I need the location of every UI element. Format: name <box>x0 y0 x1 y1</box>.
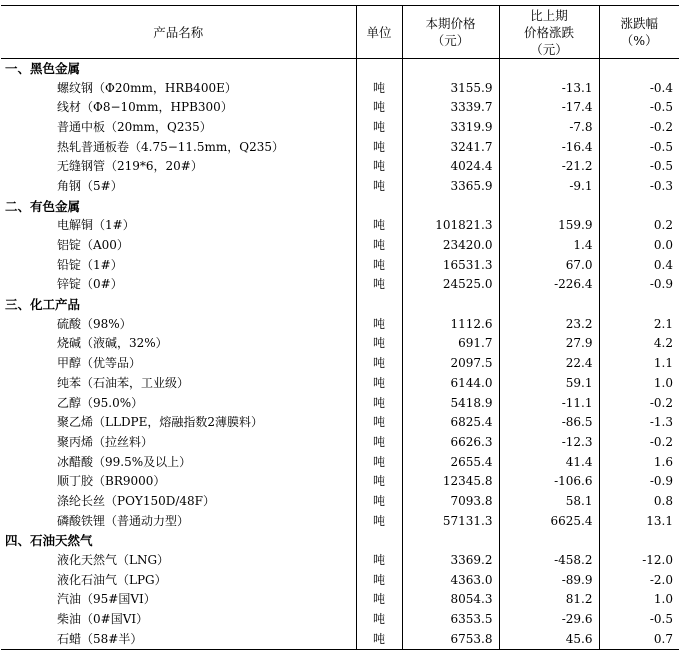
table-row <box>1 393 679 413</box>
pct-cell: 4.2 <box>599 334 679 354</box>
section-row <box>1 531 679 551</box>
unit-cell: 吨 <box>356 492 402 512</box>
unit-cell: 吨 <box>356 570 402 590</box>
table-row <box>1 610 679 630</box>
pct-cell: 0.8 <box>599 492 679 512</box>
pct-cell <box>599 59 679 79</box>
change-cell: 27.9 <box>499 334 599 354</box>
pct-cell: -12.0 <box>599 551 679 571</box>
unit-cell: 吨 <box>356 177 402 197</box>
unit-cell <box>356 59 402 79</box>
product-name-cell: 铝锭（A00） <box>57 238 129 253</box>
table-row <box>1 118 679 138</box>
unit-cell: 吨 <box>356 236 402 256</box>
price-cell: 57131.3 <box>402 511 499 531</box>
price-cell: 16531.3 <box>402 255 499 275</box>
table-row <box>1 590 679 610</box>
unit-cell: 吨 <box>356 157 402 177</box>
unit-cell: 吨 <box>356 78 402 98</box>
price-cell <box>402 59 499 79</box>
pct-cell: 0.0 <box>599 236 679 256</box>
price-cell <box>402 295 499 315</box>
header-price: 本期价格 （元） <box>402 6 499 59</box>
price-cell: 23420.0 <box>402 236 499 256</box>
product-name-cell: 电解铜（1#） <box>57 218 135 233</box>
table-row <box>1 511 679 531</box>
product-name-cell: 螺纹钢（Φ20mm，HRB400E） <box>57 80 237 95</box>
change-cell: 6625.4 <box>499 511 599 531</box>
price-cell: 12345.8 <box>402 472 499 492</box>
pct-cell: -0.5 <box>599 137 679 157</box>
pct-cell: 0.2 <box>599 216 679 236</box>
unit-cell: 吨 <box>356 629 402 649</box>
table-row <box>1 216 679 236</box>
product-name-cell: 石蜡（58#半） <box>1 629 356 649</box>
price-cell: 3319.9 <box>402 118 499 138</box>
product-name-cell: 硫酸（98%） <box>57 316 132 331</box>
product-name-cell: 冰醋酸（99.5%及以上） <box>57 454 192 469</box>
product-name-cell: 普通中板（20mm，Q235） <box>57 119 212 134</box>
change-cell <box>499 196 599 216</box>
pct-cell: 2.1 <box>599 314 679 334</box>
price-cell: 2097.5 <box>402 354 499 374</box>
product-name-cell: 汽油（95#国VI） <box>57 592 156 607</box>
section-title: 二、有色金属 <box>5 198 81 214</box>
pct-cell <box>599 196 679 216</box>
table-row <box>1 137 679 157</box>
product-name-cell: 烧碱（液碱，32%） <box>57 336 168 351</box>
table-row <box>1 570 679 590</box>
price-cell: 7093.8 <box>402 492 499 512</box>
price-cell <box>402 196 499 216</box>
price-cell: 3155.9 <box>402 78 499 98</box>
pct-cell: 1.6 <box>599 452 679 472</box>
product-name-cell: 涤纶长丝（POY150D/48F） <box>57 493 215 508</box>
price-cell: 4024.4 <box>402 157 499 177</box>
product-name-cell: 乙醇（95.0%） <box>57 395 144 410</box>
pct-cell: -2.0 <box>599 570 679 590</box>
price-cell: 6753.8 <box>402 629 499 649</box>
unit-cell: 吨 <box>356 590 402 610</box>
product-name-cell: 铅锭（1#） <box>57 257 123 272</box>
unit-cell: 吨 <box>356 551 402 571</box>
header-pct: 涨跌幅 （%） <box>599 6 679 59</box>
unit-cell: 吨 <box>356 137 402 157</box>
table-row <box>1 433 679 453</box>
table-row <box>1 314 679 334</box>
price-cell: 6626.3 <box>402 433 499 453</box>
unit-cell: 吨 <box>356 334 402 354</box>
unit-cell: 吨 <box>356 216 402 236</box>
change-cell: 159.9 <box>499 216 599 236</box>
table-row <box>1 551 679 571</box>
table-row <box>1 413 679 433</box>
unit-cell: 吨 <box>356 452 402 472</box>
change-cell <box>499 295 599 315</box>
price-cell: 3339.7 <box>402 98 499 118</box>
pct-cell <box>599 531 679 551</box>
product-name-cell: 锌锭（0#） <box>57 277 123 292</box>
product-name-cell: 无缝钢管（219*6，20#） <box>57 159 203 174</box>
pct-cell: -1.3 <box>599 413 679 433</box>
change-cell: 1.4 <box>499 236 599 256</box>
change-cell: 45.6 <box>499 629 599 649</box>
product-name-cell: 聚乙烯（LLDPE，熔融指数2薄膜料） <box>57 415 264 430</box>
table-row <box>1 236 679 256</box>
header-unit: 单位 <box>356 6 402 59</box>
section-title: 一、黑色金属 <box>5 61 81 77</box>
price-cell: 24525.0 <box>402 275 499 295</box>
table-row <box>1 492 679 512</box>
pct-cell: -0.9 <box>599 472 679 492</box>
product-name-cell: 顺丁胶（BR9000） <box>57 474 166 489</box>
unit-cell: 吨 <box>356 433 402 453</box>
price-cell: 6825.4 <box>402 413 499 433</box>
price-table <box>1 5 679 650</box>
change-cell: 58.1 <box>499 492 599 512</box>
unit-cell <box>356 531 402 551</box>
section-title: 四、石油天然气 <box>5 533 93 549</box>
product-name-cell: 热轧普通板卷（4.75−11.5mm，Q235） <box>57 139 284 154</box>
pct-cell: -0.5 <box>599 98 679 118</box>
unit-cell: 吨 <box>356 374 402 394</box>
section-row <box>1 196 679 216</box>
table-row <box>1 275 679 295</box>
pct-cell: 0.7 <box>599 629 679 649</box>
product-name-cell: 线材（Φ8−10mm，HPB300） <box>57 100 233 115</box>
change-cell: -21.2 <box>499 157 599 177</box>
pct-cell: -0.5 <box>599 610 679 630</box>
unit-cell: 吨 <box>356 118 402 138</box>
table-row <box>1 255 679 275</box>
change-cell: -13.1 <box>499 78 599 98</box>
table-header <box>1 6 679 59</box>
change-cell: 41.4 <box>499 452 599 472</box>
change-cell: -86.5 <box>499 413 599 433</box>
product-name-cell: 液化石油气（LPG） <box>57 572 167 587</box>
change-cell: -16.4 <box>499 137 599 157</box>
table-row <box>1 354 679 374</box>
unit-cell <box>356 295 402 315</box>
product-name-cell: 角钢（5#） <box>57 178 123 193</box>
unit-cell: 吨 <box>356 413 402 433</box>
pct-cell: -0.3 <box>599 177 679 197</box>
table-row <box>1 452 679 472</box>
unit-cell: 吨 <box>356 354 402 374</box>
section-row <box>1 59 679 79</box>
unit-cell: 吨 <box>356 511 402 531</box>
unit-cell <box>356 196 402 216</box>
unit-cell: 吨 <box>356 393 402 413</box>
price-cell: 1112.6 <box>402 314 499 334</box>
price-cell: 3365.9 <box>402 177 499 197</box>
change-cell: -9.1 <box>499 177 599 197</box>
header-product-name: 产品名称 <box>1 6 356 59</box>
change-cell: -29.6 <box>499 610 599 630</box>
pct-cell: -0.4 <box>599 78 679 98</box>
product-name-cell: 甲醇（优等品） <box>57 356 142 371</box>
table-row <box>1 78 679 98</box>
unit-cell: 吨 <box>356 255 402 275</box>
change-cell: 22.4 <box>499 354 599 374</box>
price-cell: 4363.0 <box>402 570 499 590</box>
table-row <box>1 472 679 492</box>
unit-cell: 吨 <box>356 314 402 334</box>
change-cell: -458.2 <box>499 551 599 571</box>
header-change: 比上期 价格涨跌 （元） <box>499 6 599 59</box>
table-row <box>1 98 679 118</box>
pct-cell: -0.2 <box>599 433 679 453</box>
change-cell: -226.4 <box>499 275 599 295</box>
change-cell: -17.4 <box>499 98 599 118</box>
table-row <box>1 177 679 197</box>
pct-cell: 1.0 <box>599 590 679 610</box>
table-row <box>1 629 679 649</box>
change-cell: -89.9 <box>499 570 599 590</box>
product-name-cell: 聚丙烯（拉丝料） <box>57 434 154 449</box>
pct-cell: -0.2 <box>599 393 679 413</box>
product-name-cell: 柴油（0#国VI） <box>57 612 149 627</box>
change-cell: -12.3 <box>499 433 599 453</box>
pct-cell: 1.1 <box>599 354 679 374</box>
unit-cell: 吨 <box>356 275 402 295</box>
pct-cell <box>599 295 679 315</box>
section-row <box>1 295 679 315</box>
price-cell: 2655.4 <box>402 452 499 472</box>
table-body <box>1 59 679 650</box>
product-name-cell: 纯苯（石油苯，工业级） <box>57 375 190 390</box>
price-cell: 691.7 <box>402 334 499 354</box>
unit-cell: 吨 <box>356 98 402 118</box>
change-cell: 23.2 <box>499 314 599 334</box>
change-cell: 59.1 <box>499 374 599 394</box>
table-row <box>1 374 679 394</box>
change-cell: -106.6 <box>499 472 599 492</box>
product-name-cell: 液化天然气（LNG） <box>57 553 170 568</box>
price-cell: 101821.3 <box>402 216 499 236</box>
pct-cell: -0.5 <box>599 157 679 177</box>
pct-cell: 0.4 <box>599 255 679 275</box>
price-cell: 6144.0 <box>402 374 499 394</box>
change-cell: 81.2 <box>499 590 599 610</box>
section-title: 三、化工产品 <box>5 297 81 313</box>
pct-cell: -0.9 <box>599 275 679 295</box>
table-row <box>1 157 679 177</box>
change-cell <box>499 59 599 79</box>
price-cell: 5418.9 <box>402 393 499 413</box>
pct-cell: -0.2 <box>599 118 679 138</box>
pct-cell: 1.0 <box>599 374 679 394</box>
change-cell: -7.8 <box>499 118 599 138</box>
price-cell <box>402 531 499 551</box>
change-cell: 67.0 <box>499 255 599 275</box>
pct-cell: 13.1 <box>599 511 679 531</box>
change-cell: -11.1 <box>499 393 599 413</box>
price-cell: 6353.5 <box>402 610 499 630</box>
unit-cell: 吨 <box>356 610 402 630</box>
table-row <box>1 334 679 354</box>
price-cell: 3369.2 <box>402 551 499 571</box>
unit-cell: 吨 <box>356 472 402 492</box>
price-cell: 8054.3 <box>402 590 499 610</box>
product-name-cell: 磷酸铁锂（普通动力型） <box>57 513 190 528</box>
price-cell: 3241.7 <box>402 137 499 157</box>
change-cell <box>499 531 599 551</box>
